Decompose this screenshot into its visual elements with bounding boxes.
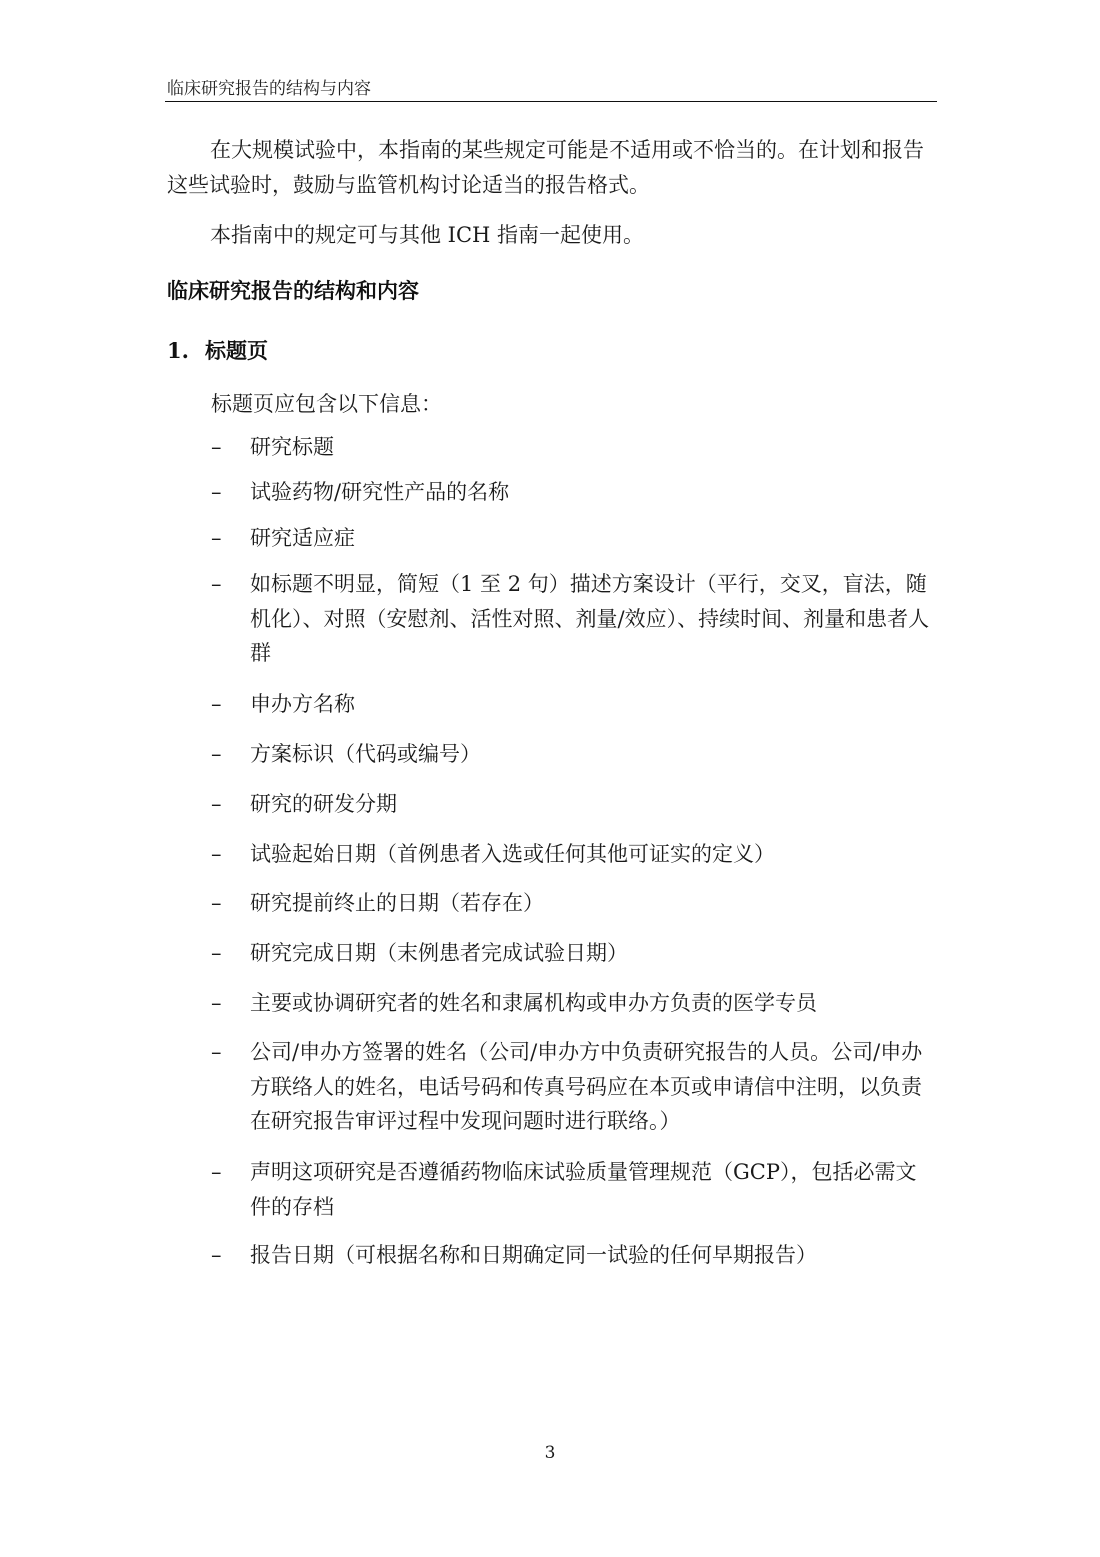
list-bullet: – <box>211 941 222 965</box>
list-bullet: – <box>211 842 222 866</box>
list-item-text: 主要或协调研究者的姓名和隶属机构或申办方负责的医学专员 <box>250 991 817 1015</box>
paragraph-text: 在大规模试验中，本指南的某些规定可能是不适用或不恰当的。在计划和报告这些试验时，鼓励与监管机构讨论适当的报告格式。 <box>167 138 924 197</box>
list-item <box>211 521 931 556</box>
list-item <box>211 430 931 465</box>
list-bullet: – <box>211 480 222 504</box>
list-item-text: 研究适应症 <box>250 526 355 550</box>
list-item-text: 如标题不明显，简短（1 至 2 句）描述方案设计（平行，交叉，盲法，随机化）、对照（安慰剂、活性对照、剂量/效应）、持续时间、剂量和患者人群 <box>250 572 930 665</box>
list-bullet: – <box>211 572 222 596</box>
list-item-text: 公司/申办方签署的姓名（公司/申办方中负责研究报告的人员。公司/申办方联络人的姓名，电话号码和传真号码应在本页或申请信中注明，以负责在研究报告审评过程中发现问题时进行联络。） <box>250 1040 923 1133</box>
list-item <box>211 837 931 872</box>
list-item-text: 研究提前终止的日期（若存在） <box>250 891 544 915</box>
subsection-heading <box>167 336 268 366</box>
list-item <box>211 737 931 772</box>
subsection-number: 1. <box>167 338 189 363</box>
list-item <box>211 886 931 921</box>
list-item <box>211 567 931 671</box>
section-heading: 临床研究报告的结构和内容 <box>167 279 419 303</box>
list-item <box>211 936 931 971</box>
list-item-text: 声明这项研究是否遵循药物临床试验质量管理规范（GCP），包括必需文件的存档 <box>250 1160 917 1219</box>
list-item <box>211 787 931 822</box>
list-bullet: – <box>211 742 222 766</box>
list-item-text: 试验起始日期（首例患者入选或任何其他可证实的定义） <box>250 842 775 866</box>
list-item-text: 试验药物/研究性产品的名称 <box>250 480 510 504</box>
list-bullet: – <box>211 792 222 816</box>
list-bullet: – <box>211 1160 222 1184</box>
list-item <box>211 687 931 722</box>
page-number: 3 <box>544 1443 556 1463</box>
list-item-text: 研究的研发分期 <box>250 792 397 816</box>
paragraph-text: 本指南中的规定可与其他 ICH 指南一起使用。 <box>210 223 645 247</box>
list-item <box>211 475 931 510</box>
list-bullet: – <box>211 435 222 459</box>
list-item <box>211 1035 931 1139</box>
list-bullet: – <box>211 991 222 1015</box>
list-item-text: 研究标题 <box>250 435 334 459</box>
list-item-text: 研究完成日期（末例患者完成试验日期） <box>250 941 628 965</box>
list-bullet: – <box>211 1243 222 1267</box>
list-item-text: 方案标识（代码或编号） <box>250 742 481 766</box>
list-item <box>211 986 931 1021</box>
list-item <box>211 1155 931 1224</box>
paragraph-large-trials <box>167 133 927 203</box>
list-item-text: 申办方名称 <box>250 692 355 716</box>
paragraph-ich-usage <box>167 218 927 253</box>
list-item-text: 报告日期（可根据名称和日期确定同一试验的任何早期报告） <box>250 1243 817 1267</box>
list-bullet: – <box>211 1040 222 1064</box>
running-header: 临床研究报告的结构与内容 <box>167 79 371 99</box>
subsection-title: 标题页 <box>205 339 268 363</box>
list-item <box>211 1238 931 1273</box>
subsection-intro: 标题页应包含以下信息： <box>211 392 442 416</box>
list-bullet: – <box>211 526 222 550</box>
list-bullet: – <box>211 692 222 716</box>
header-rule <box>165 101 937 102</box>
list-bullet: – <box>211 891 222 915</box>
